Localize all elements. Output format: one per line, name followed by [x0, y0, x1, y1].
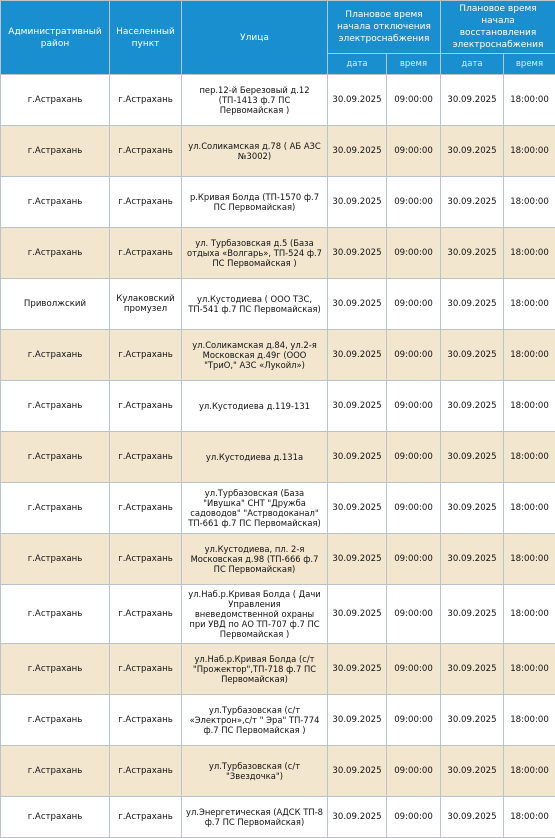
cell-on-date: 30.09.2025 — [441, 695, 504, 746]
cell-on-time: 18:00:00 — [504, 483, 555, 534]
cell-off-date: 30.09.2025 — [328, 695, 387, 746]
header-settlement: Населенный пункт — [110, 1, 182, 75]
cell-district: г.Астрахань — [1, 126, 110, 177]
table-row — [1, 279, 555, 330]
cell-settlement: Кулаковский промузел — [110, 279, 182, 330]
cell-on-date: 30.09.2025 — [441, 483, 504, 534]
cell-settlement: г.Астрахань — [110, 695, 182, 746]
cell-off-time: 09:00:00 — [387, 279, 441, 330]
cell-street: ул.Кустодиева, пл. 2-я Московская д.98 (ТП-666 ф.7 ПС Первомайская) — [182, 534, 328, 585]
cell-off-date: 30.09.2025 — [328, 644, 387, 695]
cell-on-date: 30.09.2025 — [441, 279, 504, 330]
subheader-on-time: время — [504, 54, 555, 75]
cell-off-time: 09:00:00 — [387, 797, 441, 838]
cell-street: ул.Энергетическая (АДСК ТП-8 ф.7 ПС Первомайская) — [182, 797, 328, 838]
cell-off-time: 09:00:00 — [387, 483, 441, 534]
cell-district: г.Астрахань — [1, 381, 110, 432]
cell-settlement: г.Астрахань — [110, 381, 182, 432]
table-row — [1, 695, 555, 746]
cell-off-time: 09:00:00 — [387, 228, 441, 279]
cell-district: г.Астрахань — [1, 177, 110, 228]
cell-off-time: 09:00:00 — [387, 534, 441, 585]
cell-on-time: 18:00:00 — [504, 279, 555, 330]
cell-district: г.Астрахань — [1, 746, 110, 797]
cell-district: Приволжский — [1, 279, 110, 330]
cell-settlement: г.Астрахань — [110, 432, 182, 483]
table-row — [1, 797, 555, 838]
cell-settlement: г.Астрахань — [110, 228, 182, 279]
cell-on-date: 30.09.2025 — [441, 330, 504, 381]
cell-on-time: 18:00:00 — [504, 695, 555, 746]
cell-on-time: 18:00:00 — [504, 228, 555, 279]
cell-off-time: 09:00:00 — [387, 330, 441, 381]
cell-on-date: 30.09.2025 — [441, 75, 504, 126]
header-off-time: Плановое время начала отключения электроснабжения — [328, 1, 441, 54]
cell-street: ул.Наб.р.Кривая Болда ( Дачи Управления вневедомственной охраны при УВД по АО ТП-707 ф.7 ПС Первомайская ) — [182, 585, 328, 644]
cell-on-time: 18:00:00 — [504, 534, 555, 585]
cell-off-time: 09:00:00 — [387, 432, 441, 483]
subheader-on-date: дата — [441, 54, 504, 75]
cell-on-date: 30.09.2025 — [441, 126, 504, 177]
cell-off-date: 30.09.2025 — [328, 585, 387, 644]
cell-district: г.Астрахань — [1, 585, 110, 644]
cell-district: г.Астрахань — [1, 644, 110, 695]
cell-settlement: г.Астрахань — [110, 75, 182, 126]
cell-on-time: 18:00:00 — [504, 177, 555, 228]
cell-street: ул.Наб.р.Кривая Болда (с/т "Прожектор",ТП-718 ф.7 ПС Первомайская) — [182, 644, 328, 695]
table-header — [1, 1, 555, 75]
cell-on-time: 18:00:00 — [504, 126, 555, 177]
cell-on-date: 30.09.2025 — [441, 177, 504, 228]
cell-settlement: г.Астрахань — [110, 534, 182, 585]
cell-on-time: 18:00:00 — [504, 746, 555, 797]
table-row — [1, 534, 555, 585]
cell-settlement: г.Астрахань — [110, 126, 182, 177]
cell-off-date: 30.09.2025 — [328, 75, 387, 126]
cell-street: ул.Кустодиева д.119-131 — [182, 381, 328, 432]
cell-on-date: 30.09.2025 — [441, 797, 504, 838]
cell-off-date: 30.09.2025 — [328, 534, 387, 585]
cell-on-time: 18:00:00 — [504, 585, 555, 644]
table-row — [1, 126, 555, 177]
cell-settlement: г.Астрахань — [110, 330, 182, 381]
cell-on-time: 18:00:00 — [504, 797, 555, 838]
cell-district: г.Астрахань — [1, 75, 110, 126]
cell-off-time: 09:00:00 — [387, 177, 441, 228]
cell-settlement: г.Астрахань — [110, 585, 182, 644]
cell-district: г.Астрахань — [1, 695, 110, 746]
header-restore-time: Плановое время начала восстановления электроснабжения — [441, 1, 555, 54]
cell-off-date: 30.09.2025 — [328, 797, 387, 838]
table-row — [1, 585, 555, 644]
table-row — [1, 177, 555, 228]
header-street: Улица — [182, 1, 328, 75]
table-row — [1, 75, 555, 126]
cell-off-time: 09:00:00 — [387, 381, 441, 432]
cell-district: г.Астрахань — [1, 330, 110, 381]
cell-street: ул.Турбазовская (с/т «Электрон»,с/т " Эра" ТП-774 ф.7 ПС Первомайская ) — [182, 695, 328, 746]
cell-off-date: 30.09.2025 — [328, 746, 387, 797]
subheader-off-time: время — [387, 54, 441, 75]
cell-off-date: 30.09.2025 — [328, 432, 387, 483]
cell-street: ул.Соликамская д.78 ( АБ АЗС №3002) — [182, 126, 328, 177]
header-district: Административный район — [1, 1, 110, 75]
cell-settlement: г.Астрахань — [110, 644, 182, 695]
cell-off-date: 30.09.2025 — [328, 126, 387, 177]
cell-off-date: 30.09.2025 — [328, 177, 387, 228]
table-row — [1, 432, 555, 483]
cell-district: г.Астрахань — [1, 228, 110, 279]
cell-district: г.Астрахань — [1, 432, 110, 483]
cell-street: ул. Турбазовская д.5 (База отдыха «Волгарь», ТП-524 ф.7 ПС Первомайская ) — [182, 228, 328, 279]
cell-off-date: 30.09.2025 — [328, 279, 387, 330]
table-body — [1, 75, 555, 838]
cell-off-date: 30.09.2025 — [328, 381, 387, 432]
cell-off-time: 09:00:00 — [387, 746, 441, 797]
table-row — [1, 644, 555, 695]
table-row — [1, 228, 555, 279]
table-row — [1, 483, 555, 534]
cell-settlement: г.Астрахань — [110, 177, 182, 228]
cell-on-date: 30.09.2025 — [441, 644, 504, 695]
cell-on-time: 18:00:00 — [504, 432, 555, 483]
cell-settlement: г.Астрахань — [110, 797, 182, 838]
cell-street: ул.Кустодиева д.131а — [182, 432, 328, 483]
cell-district: г.Астрахань — [1, 534, 110, 585]
cell-on-date: 30.09.2025 — [441, 381, 504, 432]
cell-street: ул.Кустодиева ( ООО ТЗС, ТП-541 ф.7 ПС Первомайская) — [182, 279, 328, 330]
cell-district: г.Астрахань — [1, 483, 110, 534]
cell-off-date: 30.09.2025 — [328, 483, 387, 534]
cell-settlement: г.Астрахань — [110, 746, 182, 797]
cell-on-date: 30.09.2025 — [441, 534, 504, 585]
cell-off-time: 09:00:00 — [387, 126, 441, 177]
cell-on-date: 30.09.2025 — [441, 228, 504, 279]
subheader-off-date: дата — [328, 54, 387, 75]
cell-off-time: 09:00:00 — [387, 585, 441, 644]
cell-on-time: 18:00:00 — [504, 330, 555, 381]
cell-on-time: 18:00:00 — [504, 75, 555, 126]
cell-street: р.Кривая Болда (ТП-1570 ф.7 ПС Первомайская) — [182, 177, 328, 228]
cell-on-date: 30.09.2025 — [441, 432, 504, 483]
cell-off-time: 09:00:00 — [387, 644, 441, 695]
cell-settlement: г.Астрахань — [110, 483, 182, 534]
cell-street: пер.12-й Березовый д.12 (ТП-1413 ф.7 ПС Первомайская ) — [182, 75, 328, 126]
cell-street: ул.Турбазовская (База "Ивушка" СНТ "Дружба садоводов" "Астрводоканал" ТП-661 ф.7 ПС Первомайская) — [182, 483, 328, 534]
cell-off-time: 09:00:00 — [387, 695, 441, 746]
table-row — [1, 330, 555, 381]
cell-on-time: 18:00:00 — [504, 644, 555, 695]
cell-street: ул.Турбазовская (с/т "Звездочка") — [182, 746, 328, 797]
cell-off-date: 30.09.2025 — [328, 330, 387, 381]
cell-off-date: 30.09.2025 — [328, 228, 387, 279]
cell-on-time: 18:00:00 — [504, 381, 555, 432]
table-row — [1, 381, 555, 432]
cell-off-time: 09:00:00 — [387, 75, 441, 126]
cell-street: ул.Соликамская д.84, ул.2-я Московская д.49г (ООО "ТриО," АЗС «Лукойл») — [182, 330, 328, 381]
cell-on-date: 30.09.2025 — [441, 585, 504, 644]
cell-district: г.Астрахань — [1, 797, 110, 838]
cell-on-date: 30.09.2025 — [441, 746, 504, 797]
table-row — [1, 746, 555, 797]
